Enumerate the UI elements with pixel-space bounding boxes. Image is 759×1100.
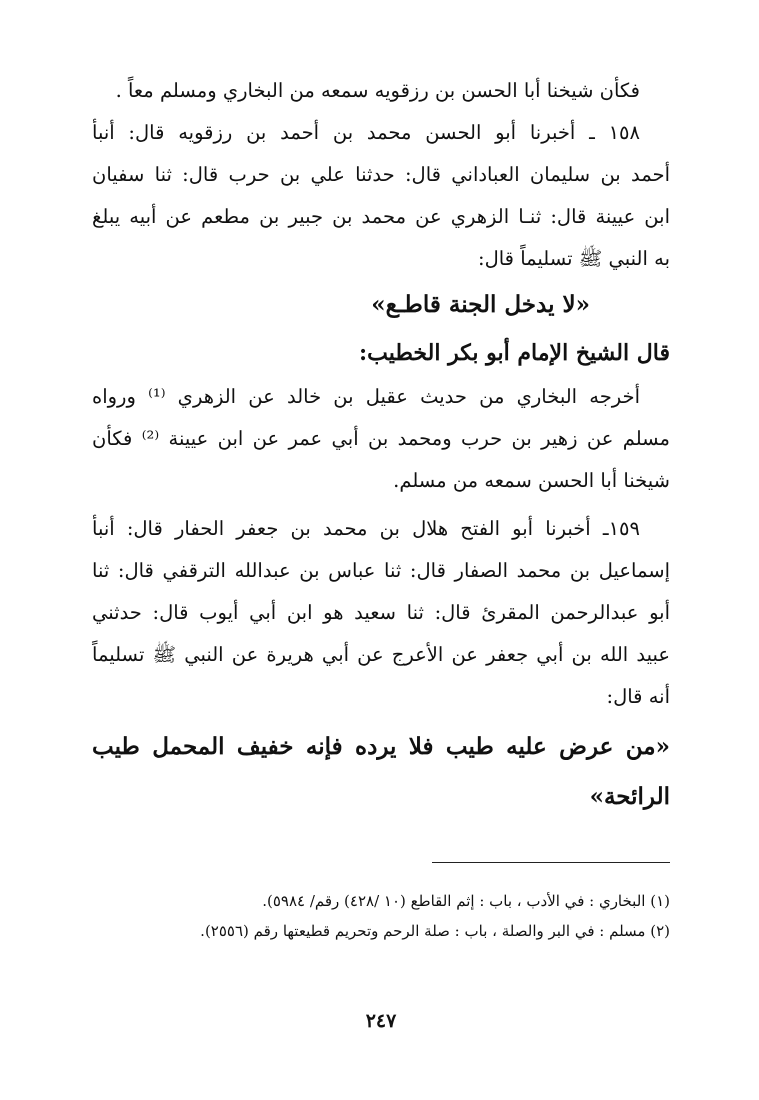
footnotes xyxy=(92,886,670,946)
footnote-separator xyxy=(432,862,670,863)
footnote-2: (٢) مسلم : في البر والصلة ، باب : صلة الرحم وتحريم قطيعتها رقم (٢٥٥٦). xyxy=(200,922,670,940)
hadith-quote-2-end: الرائحة» xyxy=(589,783,670,810)
paragraph-159 xyxy=(92,508,670,718)
text-line: ١٥٩ـ أخبرنا أبو الفتح هلال بن محمد بن جعفر الحفار قال: أنبأ xyxy=(92,517,640,540)
hadith-quote-2: «من عرض عليه طيب فلا يرده فإنه خفيف المحمل طيب xyxy=(92,733,670,760)
footnote-1: (١) البخاري : في الأدب ، باب : إثم القاطع (١٠ /٤٢٨) رقم/ ٥٩٨٤). xyxy=(262,892,670,910)
text-line: شيخنا أبا الحسن سمعه من مسلم. xyxy=(393,469,670,492)
paragraph-1 xyxy=(92,70,670,112)
text-line: ١٥٨ ـ أخبرنا أبو الحسن محمد بن أحمد بن رزقويه قال: أنبأ xyxy=(92,121,640,144)
paragraph-158 xyxy=(92,112,670,280)
text-line: أحمد بن سليمان العباداني قال: حدثنا علي بن حرب قال: ثنا سفيان xyxy=(92,163,670,186)
text-line: أنه قال: xyxy=(606,685,670,708)
text-line: عبيد الله بن أبي جعفر عن الأعرج عن أبي هريرة عن النبي ﷺ تسليماً xyxy=(92,643,670,666)
text-line: ابن عيينة قال: ثنـا الزهري عن محمد بن جبير بن مطعم عن أبيه يبلغ xyxy=(92,205,670,228)
text-line: أبو عبدالرحمن المقرئ قال: ثنا سعيد هو ابن أبي أيوب قال: حدثني xyxy=(92,601,670,624)
text-line: فكأن شيخنا أبا الحسن بن رزقويه سمعه من البخاري ومسلم معاً . xyxy=(115,79,640,102)
paragraph-takhrij xyxy=(92,376,670,502)
text-line: مسلم عن زهير بن حرب ومحمد بن أبي عمر عن ابن عيينة ⁽²⁾ فكأن xyxy=(92,427,670,450)
page-body xyxy=(92,70,670,1070)
text-line: أخرجه البخاري من حديث عقيل بن خالد عن الزهري ⁽¹⁾ ورواه xyxy=(92,385,641,408)
page-number: ٢٤٧ xyxy=(365,1010,397,1032)
section-heading: قال الشيخ الإمام أبو بكر الخطيب: xyxy=(359,340,670,366)
text-line: به النبي ﷺ تسليماً قال: xyxy=(478,247,670,270)
hadith-quote-1: «لا يدخل الجنة قاطـع» xyxy=(371,291,590,318)
text-line: إسماعيل بن محمد الصفار قال: ثنا عباس بن عبدالله الترقفي قال: ثنا xyxy=(92,559,670,582)
